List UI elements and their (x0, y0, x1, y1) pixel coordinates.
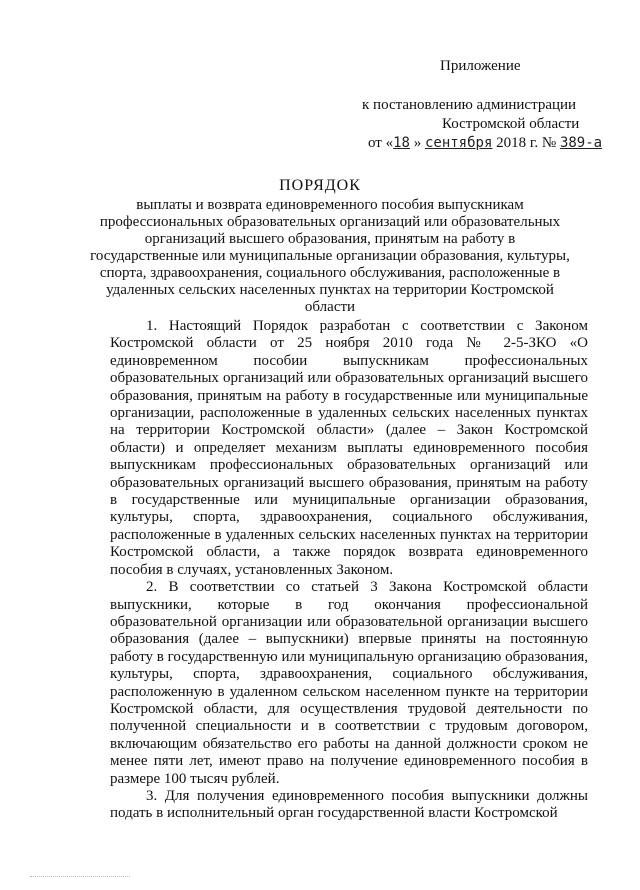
date-mid: » (409, 135, 425, 151)
paragraph-2: 2. В соответствии со статьей 3 Закона Костромской области выпускники, которые в год окончания профессиональной образовательной организации или образовательной организации высшего образования (далее – выпускники) впервые приняты на постоянную работу в государственную или муниципальную организацию образования, культуры, спорта, здравоохранения, социального обслуживания, расположенную в удаленном сельском населенном пункте на территории Костромской области, для осуществления трудовой деятельности по полученной специальности и в соответствии с трудовым договором, включающим обязательство его работы на данной должности сроком не менее пяти лет, имеют право на получение единовременного пособия в размере 100 тысяч рублей. (110, 579, 588, 787)
date-year: 2018 г. № (492, 135, 560, 151)
date-prefix: от « (368, 135, 394, 151)
paragraph-1: 1. Настоящий Порядок разработан с соответствии с Законом Костромской области от 25 ноября 2010 года № 2-5-ЗКО «О единовременном пособии выпускникам профессиональных образовательных организаций или образовательных организаций высшего образования, принятым на работу в государственные или муниципальные организации, расположенные в удаленных сельских населенных пунктах на территории Костромской области» (далее – Закон Костромской области) и определяет механизм выплаты единовременного пособия выпускникам профессиональных образовательных организаций или образовательных организаций высшего образования, принятым на работу в государственные или муниципальные организации образования, культуры, спорта, здравоохранения, социального обслуживания, расположенные в удаленных сельских населенных пунктах на территории Костромской области, а также порядок возврата единовременного пособия в случаях, установленных Законом. (110, 318, 588, 578)
document-title: ПОРЯДОК (279, 177, 361, 194)
resolution-reference (362, 96, 602, 153)
document-body (110, 318, 588, 823)
resolution-date-line (362, 134, 602, 153)
page-edge-mark (30, 876, 130, 877)
resolution-number: 389-а (559, 135, 603, 151)
resolution-line-2: Костромской области (442, 116, 580, 132)
paragraph-3: 3. Для получения единовременного пособия выпускники должны подать в исполнительный орган государственной власти Костромской (110, 787, 588, 822)
date-month: сентября (424, 135, 493, 151)
appendix-label: Приложение (440, 58, 521, 74)
document-subtitle: выплаты и возврата единовременного пособия выпускникам профессиональных образовательных организаций или образовательных организаций высшего образования, принятым на работу в государственные или муниципальные организации образования, культуры, спорта, здравоохранения, социального обслуживания, расположенные в удаленных сельских населенных пунктах на территории Костромской области (90, 197, 570, 315)
resolution-line-1: к постановлению администрации (362, 97, 577, 113)
date-day: 18 (393, 135, 410, 151)
